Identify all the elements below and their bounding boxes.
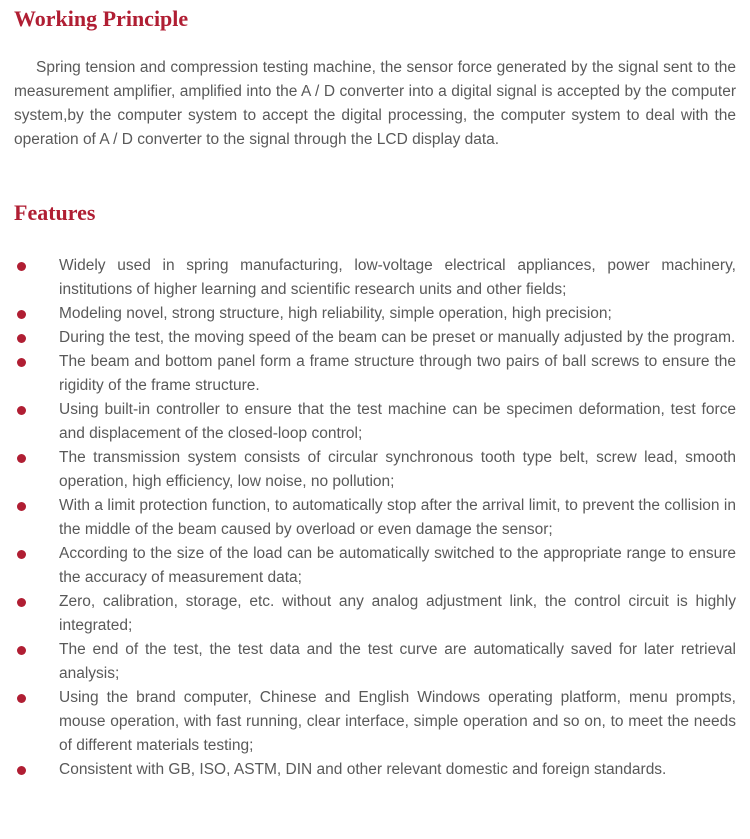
feature-text: Using built-in controller to ensure that the test machine can be specimen deformation, test force and displacement of the closed-loop control; <box>59 401 736 442</box>
working-principle-paragraph: Spring tension and compression testing machine, the sensor force generated by the signal sent to the measurement amplifier, amplified into the A / D converter into a digital signal is accepted by the computer system,by the computer system to accept the digital processing, the computer system to deal with the operation of A / D converter to the signal through the LCD display data. <box>14 59 736 148</box>
feature-text: Using the brand computer, Chinese and English Windows operating platform, menu prompts, mouse operation, with fast running, clear interface, simple operation and so on, to meet the needs of different materials testing; <box>59 689 736 754</box>
feature-text: Zero, calibration, storage, etc. without any analog adjustment link, the control circuit is highly integrated; <box>59 593 736 634</box>
list-item <box>14 446 736 494</box>
feature-text: The transmission system consists of circular synchronous tooth type belt, screw lead, smooth operation, high efficiency, low noise, no pollution; <box>59 449 736 490</box>
features-heading: Features <box>14 200 96 225</box>
bullet-icon <box>17 262 26 271</box>
list-item <box>14 494 736 542</box>
bullet-icon <box>17 454 26 463</box>
feature-text: Widely used in spring manufacturing, low-voltage electrical appliances, power machinery, institutions of higher learning and scientific research units and other fields; <box>59 257 736 298</box>
feature-text: Consistent with GB, ISO, ASTM, DIN and other relevant domestic and foreign standards. <box>59 761 667 778</box>
feature-text: With a limit protection function, to automatically stop after the arrival limit, to prevent the collision in the middle of the beam caused by overload or even damage the sensor; <box>59 497 736 538</box>
list-item <box>14 758 736 782</box>
bullet-icon <box>17 358 26 367</box>
feature-text: According to the size of the load can be automatically switched to the appropriate range to ensure the accuracy of measurement data; <box>59 545 736 586</box>
bullet-icon <box>17 310 26 319</box>
list-item <box>14 302 736 326</box>
list-item <box>14 638 736 686</box>
list-item <box>14 398 736 446</box>
feature-text: The end of the test, the test data and the test curve are automatically saved for later retrieval analysis; <box>59 641 736 682</box>
bullet-icon <box>17 550 26 559</box>
list-item <box>14 542 736 590</box>
list-item <box>14 326 736 350</box>
features-list <box>14 254 736 782</box>
bullet-icon <box>17 694 26 703</box>
bullet-icon <box>17 766 26 775</box>
list-item <box>14 686 736 758</box>
working-principle-heading: Working Principle <box>14 6 189 31</box>
bullet-icon <box>17 646 26 655</box>
bullet-icon <box>17 334 26 343</box>
feature-text: Modeling novel, strong structure, high reliability, simple operation, high precision; <box>59 305 612 322</box>
bullet-icon <box>17 598 26 607</box>
list-item <box>14 350 736 398</box>
list-item <box>14 254 736 302</box>
list-item <box>14 590 736 638</box>
feature-text: During the test, the moving speed of the beam can be preset or manually adjusted by the program. <box>59 329 736 346</box>
bullet-icon <box>17 406 26 415</box>
feature-text: The beam and bottom panel form a frame structure through two pairs of ball screws to ensure the rigidity of the frame structure. <box>59 353 736 394</box>
bullet-icon <box>17 502 26 511</box>
